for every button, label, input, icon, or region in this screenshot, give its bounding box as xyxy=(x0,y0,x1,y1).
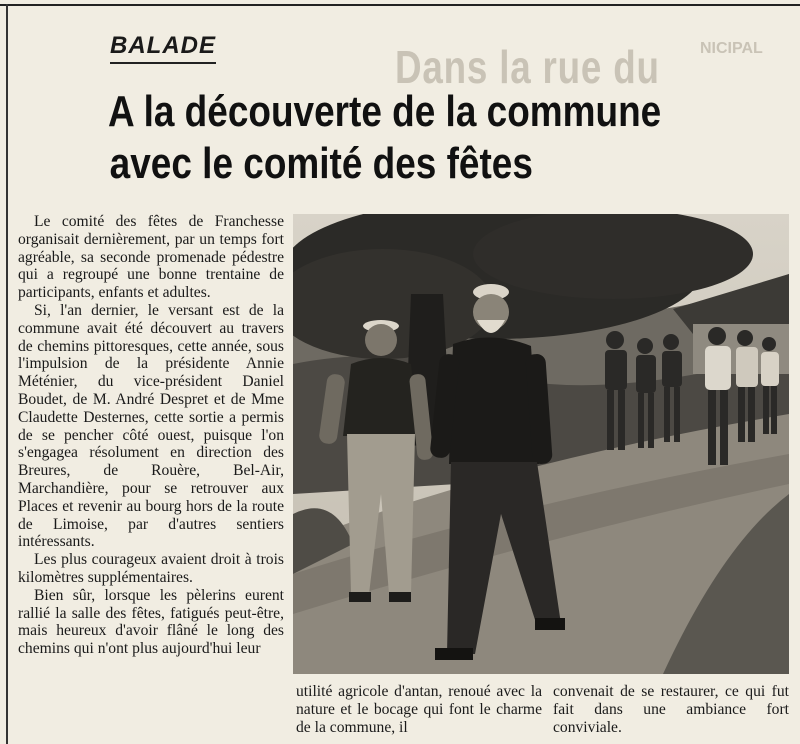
left-rule xyxy=(6,4,8,744)
continuation-right: convenait de se restaurer, ce qui fut fait dans une ambiance fort conviviale. xyxy=(553,683,789,736)
headline-line-2: avec le comité des fêtes xyxy=(109,139,533,188)
paragraph-3: Les plus courageux avaient droit à trois kilomètres supplémentaires. xyxy=(18,551,284,586)
top-rule xyxy=(0,4,800,6)
paragraph-4: Bien sûr, lorsque les pèlerins eurent rallié la salle des fêtes, fatigués peut-être, mais heureux d'avoir flâné le long des chemins qui n'ont plus aujourd'hui leur xyxy=(18,586,284,658)
body-column-left xyxy=(18,213,284,658)
paragraph-1: Le comité des fêtes de Franchesse organisait dernièrement, par un temps fort agréable, sa seconde promenade pédestre qui a regroupé une bonne trentaine de participants, enfants et adultes. xyxy=(18,213,284,302)
bleed-through-title: Dans la rue du xyxy=(395,41,660,93)
continuation-middle: utilité agricole d'antan, renoué avec la nature et le bocage qui font le charme de la commune, il xyxy=(296,683,542,736)
body-column-middle xyxy=(296,683,542,736)
body-column-right xyxy=(553,683,789,736)
headline-line-1: A la découverte de la commune xyxy=(108,87,662,136)
rubric-label: BALADE xyxy=(110,32,216,64)
bleed-through-heading: NICIPAL xyxy=(700,40,763,57)
headline xyxy=(108,86,688,190)
paragraph-2: Si, l'an dernier, le versant est de la commune avait été découvert au travers de chemins pittoresques, cette année, sous l'impulsion de la présidente Annie Méténier, du vice-président Daniel Boudet, de M. André Despret et de Mme Claudette Desternes, cette sortie a permis de se pencher côté ouest, puisque l'on s'engagea résolument en direction des Breures, de Rouère, Bel-Air, Marchandière, pour se retrouver aux Places et revenir au bourg hors de la route de Limoise, par d'autres sentiers intéressants. xyxy=(18,301,284,551)
group-walk-photo xyxy=(293,214,789,674)
